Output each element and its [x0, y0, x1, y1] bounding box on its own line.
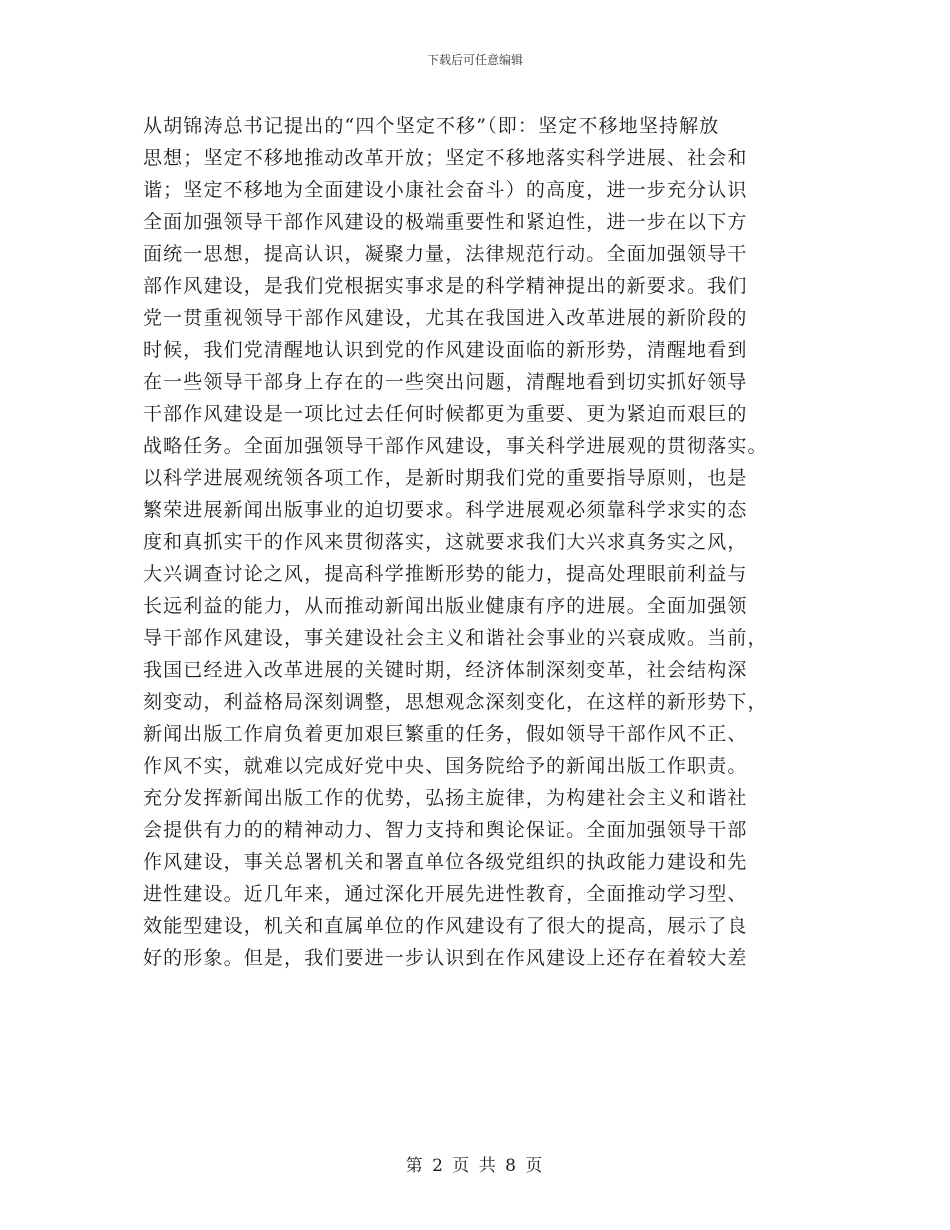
- body-text: [143, 110, 823, 974]
- text-line: 部作风建设，是我们党根据实事求是的科学精神提出的新要求。我们: [143, 275, 748, 297]
- text-line: 战略任务。全面加强领导干部作风建设，事关科学进展观的贯彻落实。: [143, 435, 768, 457]
- text-line: 思想；坚定不移地推动改革开放；坚定不移地落实科学进展、社会和: [143, 147, 748, 169]
- text-line: 时候，我们党清醒地认识到党的作风建设面临的新形势，清醒地看到: [143, 339, 748, 361]
- text-line: 谐；坚定不移地为全面建设小康社会奋斗）的高度，进一步充分认识: [143, 179, 748, 201]
- text-line: 全面加强领导干部作风建设的极端重要性和紧迫性，进一步在以下方: [143, 211, 748, 233]
- text-line: 好的形象。但是，我们要进一步认识到在作风建设上还存在着较大差: [143, 947, 748, 969]
- text-line: 在一些领导干部身上存在的一些突出问题，清醒地看到切实抓好领导: [143, 371, 748, 393]
- text-line: 繁荣进展新闻出版事业的迫切要求。科学进展观必须靠科学求实的态: [143, 499, 748, 521]
- text-line: 导干部作风建设，事关建设社会主义和谐社会事业的兴衰成败。当前，: [143, 627, 768, 649]
- text-line: 效能型建设，机关和直属单位的作风建设有了很大的提高，展示了良: [143, 915, 748, 937]
- text-line: 刻变动，利益格局深刻调整，思想观念深刻变化，在这样的新形势下，: [143, 691, 768, 713]
- text-line: 作风不实，就难以完成好党中央、国务院给予的新闻出版工作职责。: [143, 755, 748, 777]
- text-line: 我国已经进入改革进展的关键时期，经济体制深刻变革，社会结构深: [143, 659, 748, 681]
- text-line: 大兴调查讨论之风，提高科学推断形势的能力，提高处理眼前利益与: [143, 563, 748, 585]
- text-line: 新闻出版工作肩负着更加艰巨繁重的任务，假如领导干部作风不正、: [143, 723, 748, 745]
- page-number: 第 2 页 共 8 页: [405, 1156, 545, 1176]
- text-line: 从胡锦涛总书记提出的“四个坚定不移”（即：坚定不移地坚持解放: [143, 115, 720, 137]
- text-line: 进性建设。近几年来，通过深化开展先进性教育，全面推动学习型、: [143, 883, 748, 905]
- text-line: 面统一思想，提高认识，凝聚力量，法律规范行动。全面加强领导干: [143, 243, 748, 265]
- text-line: 党一贯重视领导干部作风建设，尤其在我国进入改革进展的新阶段的: [143, 307, 748, 329]
- text-line: 充分发挥新闻出版工作的优势，弘扬主旋律，为构建社会主义和谐社: [143, 787, 748, 809]
- text-line: 作风建设，事关总署机关和署直单位各级党组织的执政能力建设和先: [143, 851, 748, 873]
- text-line: 度和真抓实干的作风来贯彻落实，这就要求我们大兴求真务实之风，: [143, 531, 748, 553]
- text-line: 干部作风建设是一项比过去任何时候都更为重要、更为紧迫而艰巨的: [143, 403, 748, 425]
- text-line: 会提供有力的的精神动力、智力支持和舆论保证。全面加强领导干部: [143, 819, 748, 841]
- page-header: 下载后可任意编辑: [426, 53, 523, 67]
- text-line: 以科学进展观统领各项工作，是新时期我们党的重要指导原则，也是: [143, 467, 748, 489]
- text-line: 长远利益的能力，从而推动新闻出版业健康有序的进展。全面加强领: [143, 595, 748, 617]
